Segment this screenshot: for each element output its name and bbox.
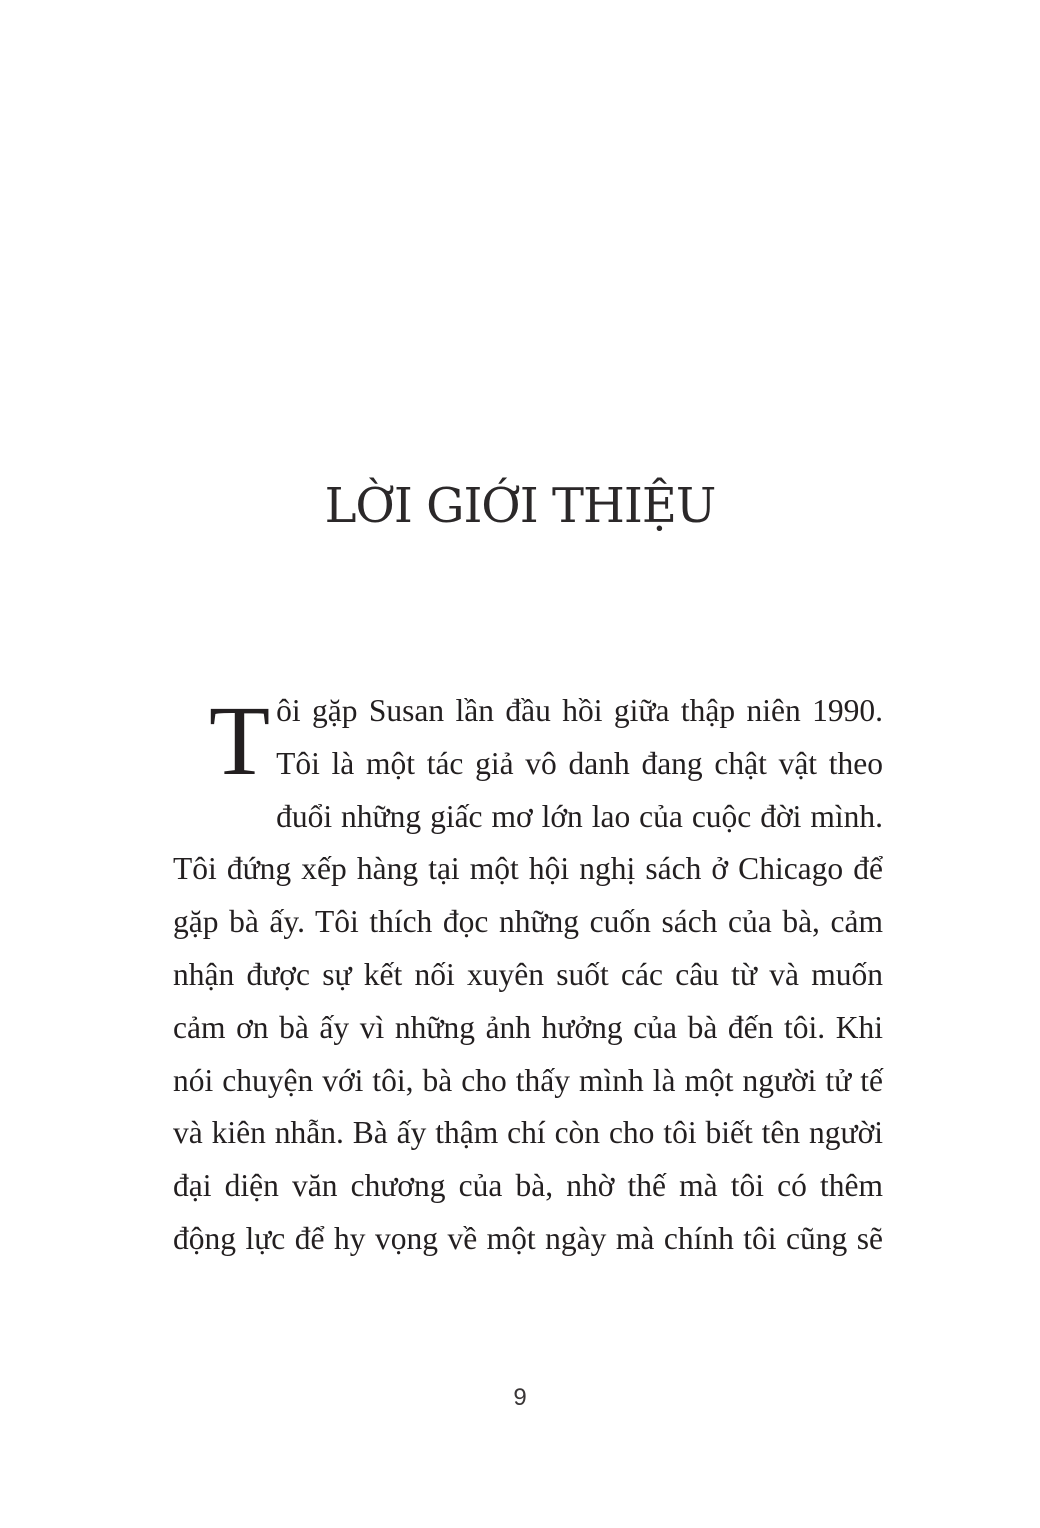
paragraph-text: ôi gặp Susan lần đầu hồi giữa thập niên 1990. Tôi là một tác giả vô danh đang chật vật theo đuổi những giấc mơ lớn lao của cuộc đời mình. Tôi đứng xếp hàng tại một hội nghị sách ở Chicago để gặp bà ấy. Tôi thích đọc những cuốn sách của bà, cảm nhận được sự kết nối xuyên suốt các câu từ và muốn cảm ơn bà ấy vì những ảnh hưởng của bà đến tôi. Khi nói chuyện với tôi, bà cho thấy mình là một người tử tế và kiên nhẫn. Bà ấy thậm chí còn cho tôi biết tên người đại diện văn chương của bà, nhờ thế mà tôi có thêm động lực để hy vọng về một ngày mà chính tôi cũng sẽ [173,693,883,1256]
page-number: 9 [513,1384,527,1411]
drop-cap-letter: T [209,685,271,796]
body-paragraph [173,685,883,1266]
chapter-title: LỜI GIỚI THIỆU [324,478,716,534]
